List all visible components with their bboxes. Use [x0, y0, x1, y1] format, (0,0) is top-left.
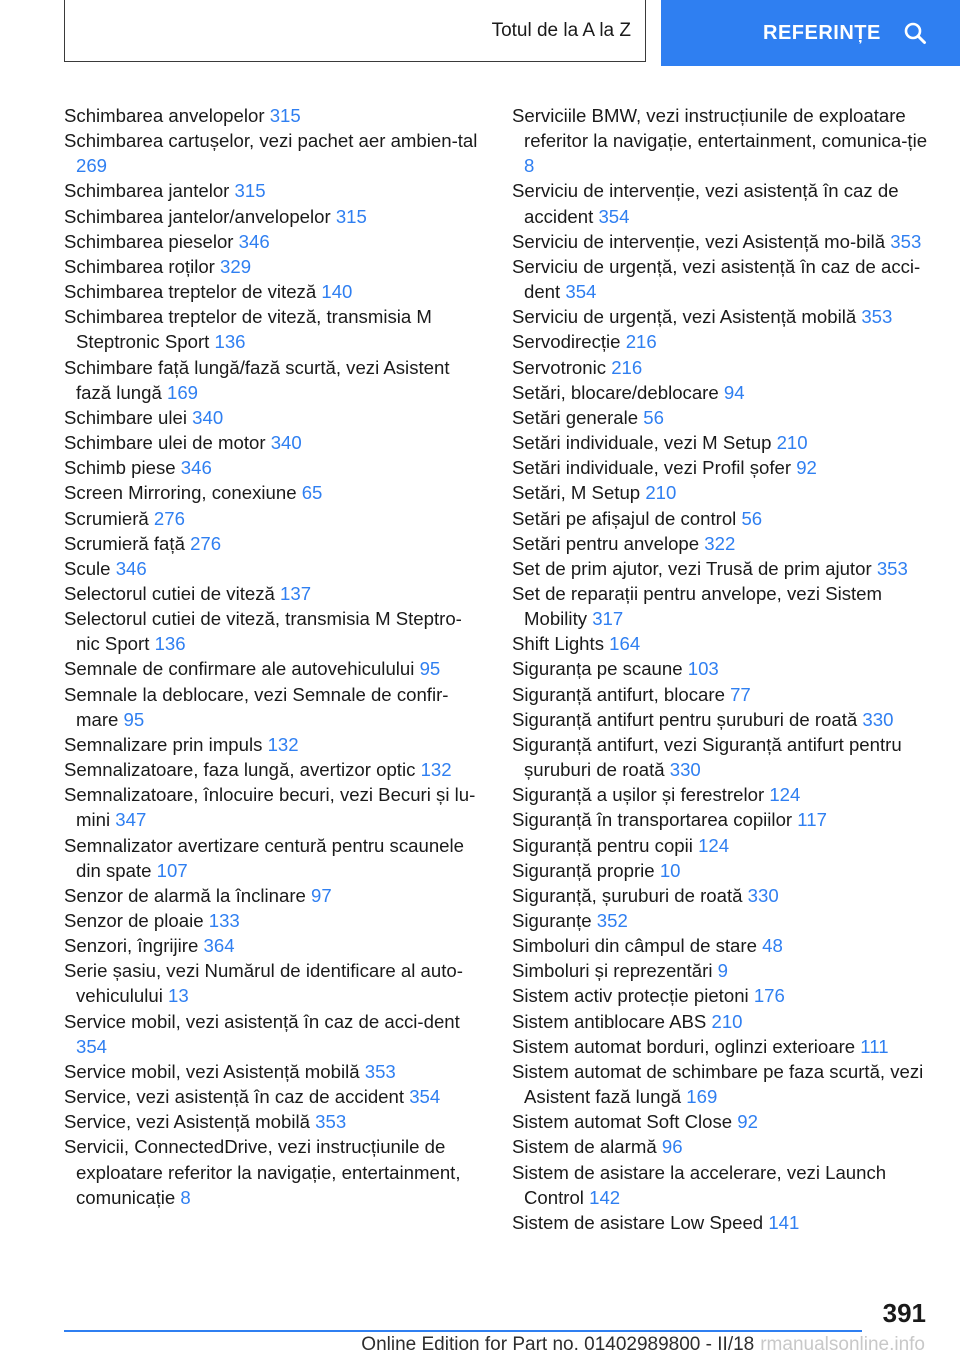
page-link[interactable]: 364	[203, 935, 235, 957]
index-term: Schimbare ulei	[64, 406, 187, 428]
edition-text: Online Edition for Part no. 01402989800 - II/18	[361, 1334, 755, 1355]
index-entry	[512, 103, 932, 178]
index-term: Schimbarea cartușelor, vezi pachet aer ambien‐tal	[64, 130, 478, 152]
page-number: 391	[882, 1298, 926, 1328]
index-term: Setări, blocare/deblocare	[512, 381, 719, 403]
page-link[interactable]: 95	[123, 708, 145, 730]
index-term: Siguranță antifurt, vezi Siguranță antifurt pentru șuruburi de roată	[512, 733, 902, 781]
index-term: Setări generale	[512, 406, 639, 428]
index-entry	[512, 707, 932, 732]
page-link[interactable]: 315	[335, 205, 367, 227]
page-link[interactable]: 142	[589, 1186, 621, 1208]
index-term: Semnale la deblocare, vezi Semnale de confir‐mare	[64, 683, 449, 730]
page-link[interactable]: 94	[723, 381, 745, 403]
index-entry	[512, 556, 932, 581]
page-link[interactable]: 77	[730, 683, 751, 705]
index-entry	[64, 782, 484, 832]
page-link[interactable]: 124	[769, 784, 801, 806]
index-term: Scrumieră față	[64, 532, 185, 554]
index-term: Sistem antiblocare ABS	[512, 1010, 707, 1032]
index-term: Semnalizare prin impuls	[64, 733, 263, 755]
page-link[interactable]: 346	[238, 230, 270, 252]
index-term: Serviciu de urgență, vezi asistență în caz de acci‐dent	[512, 255, 921, 303]
index-term: Simboluri din câmpul de stare	[512, 935, 757, 957]
index-term: Sistem de asistare la accelerare, vezi Launch Control	[512, 1161, 887, 1208]
index-term: Serviciu de intervenție, vezi Asistență mo‐bilă	[512, 230, 886, 252]
index-term: Sistem activ protecție pietoni	[512, 985, 749, 1007]
index-term: Sistem de alarmă	[512, 1136, 657, 1158]
page-link[interactable]: 315	[269, 105, 301, 126]
index-entry	[512, 480, 932, 505]
index-entry	[512, 782, 932, 807]
index-entry	[512, 933, 932, 958]
index-entry	[512, 405, 932, 430]
index-entry	[64, 833, 484, 883]
page-link[interactable]: 140	[321, 281, 353, 303]
search-icon[interactable]	[903, 21, 927, 45]
index-entry	[64, 606, 484, 656]
index-term: Senzor de alarmă la înclinare	[64, 884, 306, 906]
index-term: Schimbarea jantelor/anvelopelor	[64, 205, 331, 227]
index-entry	[512, 1160, 932, 1210]
index-entry	[512, 355, 932, 380]
index-term: Sistem de asistare Low Speed	[512, 1211, 764, 1233]
index-term: Siguranță în transportarea copiilor	[512, 809, 793, 831]
index-entry	[512, 254, 932, 304]
index-entry	[64, 656, 484, 681]
index-term: Siguranță antifurt pentru șuruburi de roată	[512, 708, 858, 730]
page-link[interactable]: 169	[686, 1086, 718, 1108]
index-entry	[64, 430, 484, 455]
index-term: Service mobil, vezi asistență în caz de acci‐dent	[64, 1010, 460, 1032]
index-entry	[512, 455, 932, 480]
index-entry	[64, 908, 484, 933]
page-link[interactable]: 13	[168, 985, 189, 1007]
footer-divider	[64, 1330, 862, 1332]
index-entry	[512, 1134, 932, 1159]
index-entry	[64, 455, 484, 480]
index-term: Sistem automat de schimbare pe faza scurtă, vezi Asistent fază lungă	[512, 1060, 924, 1108]
page-link[interactable]: 65	[301, 482, 323, 504]
page-link[interactable]: 354	[565, 281, 597, 303]
page-link[interactable]: 353	[861, 306, 893, 328]
index-term: Serie șasiu, vezi Numărul de identificare al auto‐vehiculului	[64, 960, 463, 1007]
page-link[interactable]: 330	[747, 884, 779, 906]
index-entry	[512, 883, 932, 908]
page-link[interactable]: 216	[625, 331, 657, 353]
watermark-text: rmanualsonline.info	[760, 1334, 925, 1355]
index-entry	[512, 178, 932, 228]
page-link[interactable]: 315	[234, 180, 266, 202]
page-link[interactable]: 353	[315, 1111, 347, 1133]
index-term: Senzori, îngrijire	[64, 935, 199, 957]
index-term: Serviciu de intervenție, vezi asistență în caz de accident	[512, 180, 899, 227]
index-entry	[64, 682, 484, 732]
index-entry	[64, 1109, 484, 1134]
index-entry	[512, 1210, 932, 1235]
index-entry	[512, 304, 932, 329]
page-link[interactable]: 354	[409, 1086, 441, 1108]
page-link[interactable]: 111	[860, 1035, 889, 1057]
index-entry	[512, 631, 932, 656]
index-term: Service, vezi asistență în caz de accident	[64, 1086, 405, 1108]
index-term: Schimbarea roților	[64, 255, 215, 277]
page-header	[0, 0, 960, 66]
index-term: Schimb piese	[64, 457, 176, 479]
index-term: Sistem automat borduri, oglinzi exterioare	[512, 1035, 856, 1057]
index-entry	[64, 1084, 484, 1109]
page-link[interactable]: 92	[796, 457, 817, 479]
index-term: Siguranță a ușilor și ferestrelor	[512, 784, 765, 806]
index-entry	[64, 1059, 484, 1084]
index-term: Semnalizatoare, faza lungă, avertizor optic	[64, 759, 416, 781]
page-link[interactable]: 8	[524, 155, 535, 177]
page-link[interactable]: 117	[797, 809, 827, 831]
index-entry	[64, 178, 484, 203]
page-link[interactable]: 210	[776, 432, 808, 454]
index-entry	[64, 128, 484, 178]
index-term: Siguranța pe scaune	[512, 658, 683, 680]
index-term: Schimbarea pieselor	[64, 230, 234, 252]
footer-edition	[0, 1334, 925, 1356]
page-link[interactable]: 353	[876, 557, 908, 579]
page-link[interactable]: 56	[741, 507, 763, 529]
index-entry	[512, 807, 932, 832]
page-link[interactable]: 330	[862, 708, 894, 730]
page-link[interactable]: 124	[698, 834, 730, 856]
page-link[interactable]: 176	[753, 985, 785, 1007]
index-entry	[64, 204, 484, 229]
index-term: Schimbarea jantelor	[64, 180, 230, 202]
index-term: Selectorul cutiei de viteză, transmisia M Steptro‐nic Sport	[64, 608, 462, 655]
index-entry	[64, 883, 484, 908]
index-entry	[512, 1034, 932, 1059]
index-term: Senzor de ploaie	[64, 910, 204, 931]
page-link[interactable]: 97	[311, 884, 332, 906]
page-link[interactable]: 216	[611, 356, 643, 378]
page-link[interactable]: 92	[737, 1111, 758, 1133]
index-entry	[512, 1009, 932, 1034]
index-term: Serviciu de urgență, vezi Asistență mobilă	[512, 306, 857, 328]
page-link[interactable]: 8	[180, 1186, 191, 1208]
page-link[interactable]: 317	[592, 608, 624, 630]
index-term: Scule	[64, 557, 111, 579]
page-link[interactable]: 346	[115, 557, 147, 579]
index-term: Siguranță proprie	[512, 859, 655, 881]
page-link[interactable]: 137	[280, 582, 312, 604]
index-term: Service, vezi Asistență mobilă	[64, 1111, 310, 1133]
page-link[interactable]: 136	[154, 633, 186, 655]
index-entry	[512, 1059, 932, 1109]
index-term: Screen Mirroring, conexiune	[64, 482, 297, 504]
page-link[interactable]: 352	[596, 910, 628, 931]
page-link[interactable]: 103	[687, 658, 719, 680]
index-entry	[64, 958, 484, 1008]
page-link[interactable]: 276	[153, 507, 185, 529]
index-term: Service mobil, vezi Asistență mobilă	[64, 1060, 360, 1082]
index-term: Set de prim ajutor, vezi Trusă de prim ajutor	[512, 557, 872, 579]
page-link[interactable]: 133	[208, 910, 240, 931]
page-link[interactable]: 354	[598, 205, 630, 227]
index-term: Set de reparații pentru anvelope, vezi Sistem Mobility	[512, 582, 883, 630]
index-entry	[64, 279, 484, 304]
index-term: Sistem automat Soft Close	[512, 1111, 733, 1133]
index-entry	[64, 405, 484, 430]
index-entry	[512, 958, 932, 983]
index-entry	[512, 908, 932, 933]
index-term: Shift Lights	[512, 633, 604, 655]
index-entry	[64, 103, 484, 128]
index-entry	[64, 531, 484, 556]
index-entry	[512, 833, 932, 858]
references-tab[interactable]	[661, 0, 960, 66]
page-link[interactable]: 329	[220, 255, 252, 277]
index-term: Siguranțe	[512, 910, 592, 931]
page-link[interactable]: 210	[711, 1010, 743, 1032]
index-term: Siguranță pentru copii	[512, 834, 693, 856]
index-term: Schimbarea treptelor de viteză, transmisia M Steptronic Sport	[64, 306, 432, 353]
index-entry	[512, 581, 932, 631]
index-term: Schimbare ulei de motor	[64, 432, 266, 454]
page-link[interactable]: 347	[115, 809, 147, 831]
index-entry	[64, 732, 484, 757]
page-link[interactable]: 56	[643, 406, 664, 428]
page-link[interactable]: 107	[156, 859, 188, 881]
index-entry	[64, 1134, 484, 1209]
page-link[interactable]: 132	[420, 759, 452, 781]
index-entry	[512, 858, 932, 883]
index-column-right	[512, 103, 932, 1235]
page-link[interactable]: 354	[76, 1035, 108, 1057]
page-link[interactable]: 141	[768, 1211, 800, 1233]
page-link[interactable]: 346	[180, 457, 212, 479]
index-term: Semnalizatoare, înlocuire becuri, vezi Becuri și lu‐mini	[64, 784, 476, 831]
page-link[interactable]: 340	[270, 432, 302, 454]
references-label: REFERINȚE	[763, 21, 881, 44]
page-link[interactable]: 276	[190, 532, 222, 554]
index-entry	[64, 304, 484, 354]
index-term: Schimbarea anvelopelor	[64, 105, 265, 126]
index-entry	[64, 506, 484, 531]
index-term: Siguranță, șuruburi de roată	[512, 884, 743, 906]
index-term: Semnale de confirmare ale autovehiculului	[64, 658, 415, 680]
page-link[interactable]: 353	[890, 230, 922, 252]
index-entry	[64, 933, 484, 958]
index-term: Simboluri și reprezentări	[512, 960, 713, 982]
index-term: Servicii, ConnectedDrive, vezi instrucțiunile de exploatare referitor la navigație, entertainment, comunicație	[64, 1136, 461, 1208]
index-term: Setări pentru anvelope	[512, 532, 700, 554]
index-term: Semnalizator avertizare centură pentru scaunele din spate	[64, 834, 464, 881]
page-link[interactable]: 330	[669, 759, 701, 781]
index-entry	[512, 656, 932, 681]
index-entry	[512, 229, 932, 254]
index-entry	[512, 1109, 932, 1134]
index-entry	[512, 983, 932, 1008]
page-link[interactable]: 353	[364, 1060, 396, 1082]
index-entry	[64, 1009, 484, 1059]
index-entry	[64, 355, 484, 405]
index-term: Schimbarea treptelor de viteză	[64, 281, 317, 303]
index-entry	[512, 732, 932, 782]
index-entry	[64, 581, 484, 606]
index-entry	[64, 229, 484, 254]
index-term: Servotronic	[512, 356, 607, 378]
index-term: Scrumieră	[64, 507, 149, 529]
index-entry	[512, 380, 932, 405]
page-link[interactable]: 136	[214, 331, 246, 353]
index-term: Serviciile BMW, vezi instrucțiunile de exploatare referitor la navigație, entertainment, comunica‐ție	[512, 105, 928, 152]
page-link[interactable]: 95	[419, 658, 441, 680]
index-term: Setări individuale, vezi Profil șofer	[512, 457, 792, 479]
section-title: Totul de la A la Z	[491, 19, 631, 41]
index-term: Selectorul cutiei de viteză	[64, 582, 275, 604]
index-term: Setări pe afișajul de control	[512, 507, 737, 529]
index-entry	[512, 506, 932, 531]
index-entry	[64, 480, 484, 505]
index-entry	[512, 682, 932, 707]
index-term: Setări individuale, vezi M Setup	[512, 432, 772, 454]
section-tab[interactable]	[64, 0, 646, 62]
index-term: Schimbare față lungă/fază scurtă, vezi Asistent fază lungă	[64, 356, 450, 403]
index-term: Servodirecție	[512, 331, 621, 353]
page-link[interactable]: 340	[192, 406, 224, 428]
index-column-left	[64, 103, 484, 1210]
page-link[interactable]: 164	[609, 633, 641, 655]
page-link[interactable]: 9	[717, 960, 728, 982]
page-link[interactable]: 210	[645, 482, 677, 504]
index-entry	[64, 757, 484, 782]
index-entry	[512, 329, 932, 354]
index-entry	[512, 430, 932, 455]
index-entry	[64, 254, 484, 279]
page-link[interactable]: 322	[704, 532, 736, 554]
page-link[interactable]: 96	[661, 1136, 683, 1158]
page-link[interactable]: 132	[267, 733, 299, 755]
page-link[interactable]: 48	[762, 935, 783, 957]
index-term: Siguranță antifurt, blocare	[512, 683, 725, 705]
index-entry	[64, 556, 484, 581]
index-entry	[512, 531, 932, 556]
page-link[interactable]: 169	[166, 381, 199, 403]
page-link[interactable]: 10	[659, 859, 681, 881]
index-term: Setări, M Setup	[512, 482, 641, 504]
page-link[interactable]: 269	[76, 155, 108, 177]
